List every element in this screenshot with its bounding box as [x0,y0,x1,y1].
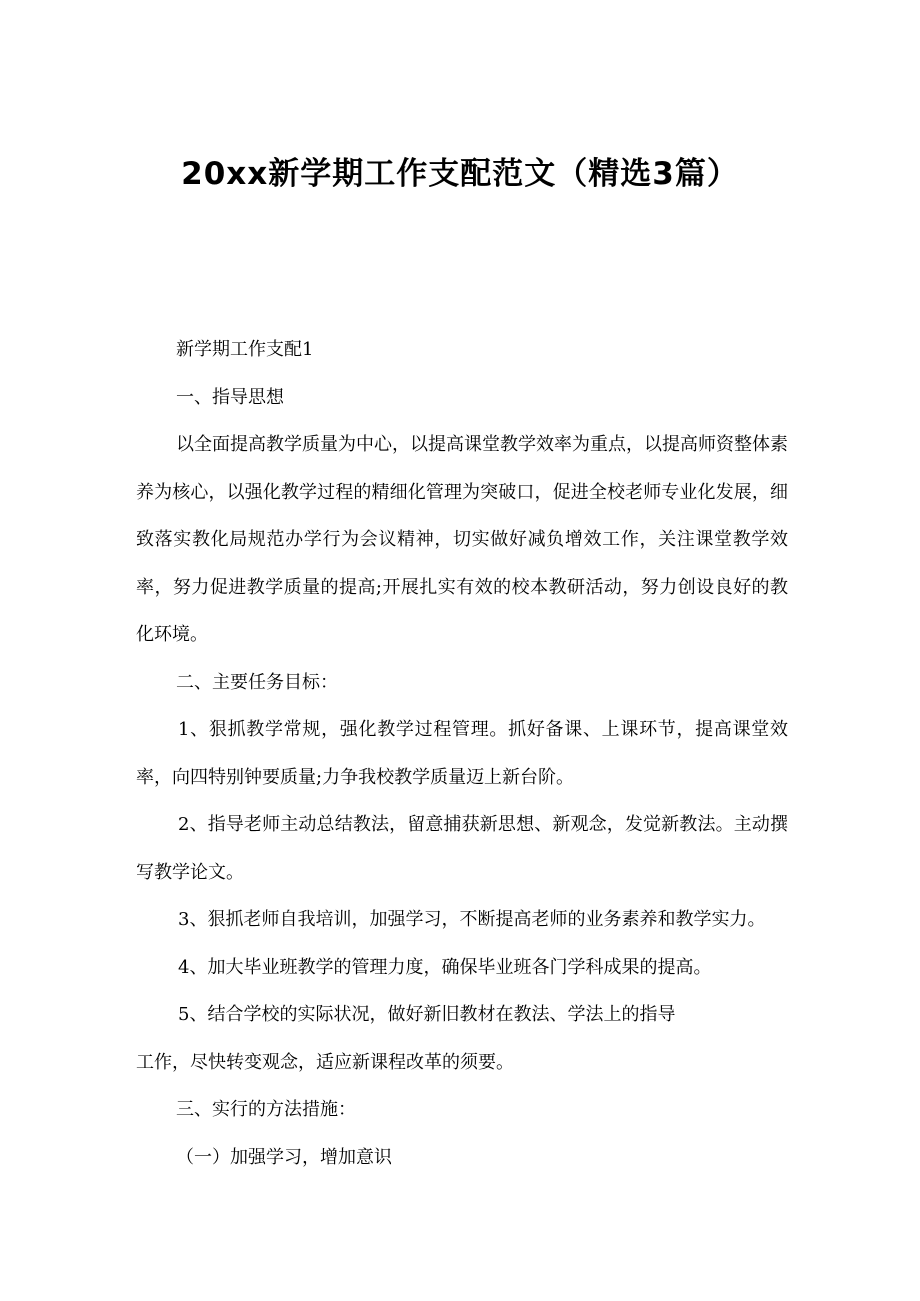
document-body [136,326,788,1181]
document-title: 20xx新学期工作支配范文（精选3篇） [181,156,739,192]
subsection-heading: （一）加强学习，增加意识 [176,1146,392,1168]
section-heading: 二、主要任务目标： [176,671,338,693]
section-heading: 三、实行的方法措施： [176,1099,356,1120]
list-item: 4、加大毕业班教学的管理力度，确保毕业班各门学科成果的提高。 [178,956,712,978]
list-item: 1、狠抓教学常规，强化教学过程管理。抓好备课、上课环节，提高课堂效率，向四特别钟要质量;力争我校教学质量迈上新台阶。 [136,719,788,788]
list-item: 5、结合学校的实际状况，做好新旧教材在教法、学法上的指导 [178,1004,676,1025]
body-paragraph: 以全面提高教学质量为中心，以提高课堂教学效率为重点，以提高师资整体素养为核心，以强化教学过程的精细化管理为突破口，促进全校老师专业化发展，细致落实教化局规范办学行为会议精神，切实做好减负增效工作，关注课堂教学效率，努力促进教学质量的提高;开展扎实有效的校本教研活动，努力创设良好的教化环境。 [136,434,788,645]
list-item: 2、指导老师主动总结教法，留意捕获新思想、新观念，发觉新教法。主动撰写教学论文。 [136,814,788,883]
list-item: 3、狠抓老师自我培训，加强学习，不断提高老师的业务素养和教学实力。 [178,909,766,930]
section-heading: 新学期工作支配1 [176,339,314,360]
list-item-continuation: 工作，尽快转变观念，适应新课程改革的须要。 [136,1051,514,1073]
section-heading: 一、指导思想 [176,386,284,408]
